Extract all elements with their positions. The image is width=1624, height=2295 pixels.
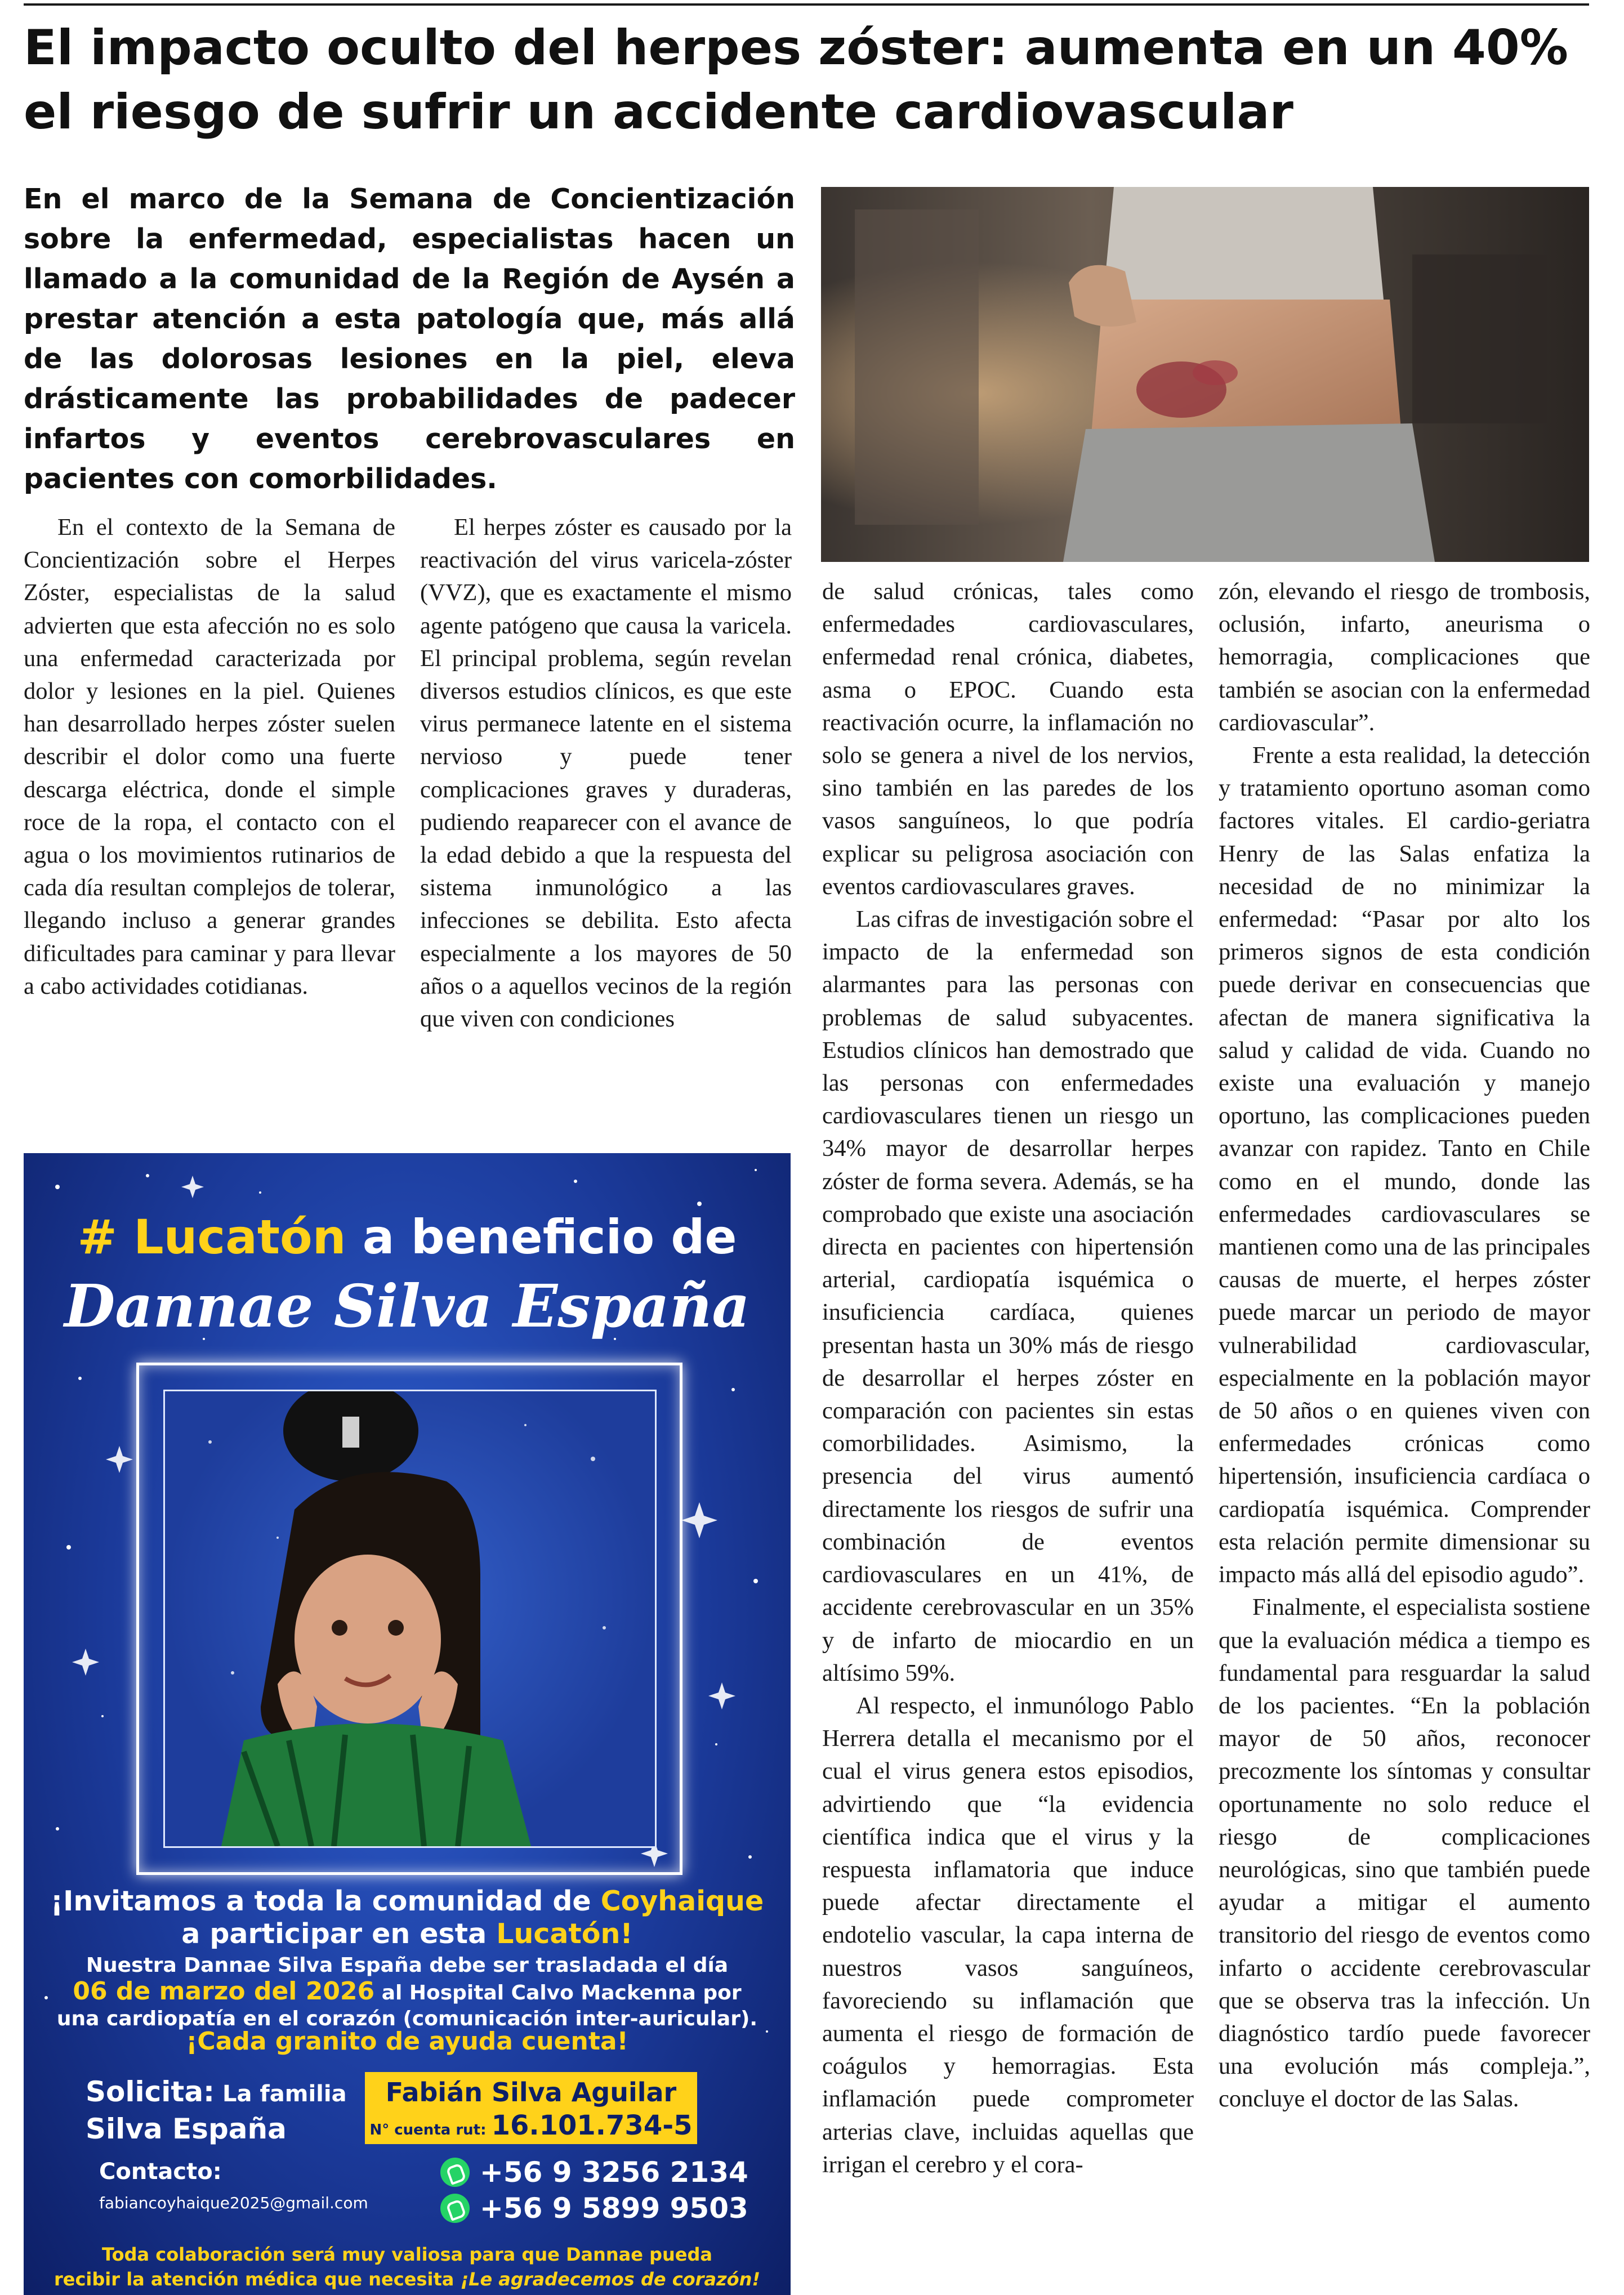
account-label: N° cuenta rut: <box>369 2122 492 2138</box>
paragraph: En el contexto de la Semana de Concientización sobre el Herpes Zóster, especialistas de la salud advierten que esta afección no es solo una enfermedad caracterizada por dolor y lesiones en la piel. Quienes han desarrollado herpes zóster suelen describir el dolor como una fuerte descarga eléctrica, donde el simple roce de la ropa, el contacto con el agua o los movimientos rutinarios de cada día resultan complejos de tolerar, llegando incluso a generar grandes dificultades para caminar y para llevar a cabo actividades cotidianas. <box>24 514 395 999</box>
article-column-3 <box>822 575 1194 2181</box>
paragraph: Al respecto, el inmunólogo Pablo Herrera detalla el mecanismo por el cual el virus genera estos episodios, advirtiendo que “la evidencia científica indica que el virus y la respuesta inflamatoria que induce puede afectar directamente el endotelio vascular, la capa interna de nuestros vasos sanguíneos, favoreciendo su inflamación que aumenta el riesgo de formación de coágulos y hemorragias. Esta inflamación puede comprometer arterias clave, incluidas aquellas que irrigan el cerebro y el cora- <box>822 1692 1194 2178</box>
requester-family: La familia <box>215 2081 347 2107</box>
article-column-1 <box>24 511 395 1003</box>
poster-footer <box>24 2242 791 2292</box>
requester <box>86 2074 347 2146</box>
paragraph: El herpes zóster es causado por la reactivación del virus varicela-zóster (VVZ), que es exactamente el mismo agente patógeno que causa la varicela. El principal problema, según revelan diversos estudios clínicos, es que este virus permanece latente en el sistema nervioso y puede tener complicaciones graves y duraderas, pudiendo reaparecer con el avance de la edad debido a que la respuesta del sistema inmunológico a las infecciones se debilita. Esto afecta especialmente a los mayores de 50 años o a aquellos vecinos de la región que viven con condiciones <box>420 514 792 1033</box>
paragraph: Finalmente, el especialista sostiene que la evaluación médica a tiempo es fundamental para resguardar la salud de los pacientes. “En la población mayor de 50 años, reconocer precozmente los síntomas y consultar oportunamente no solo reduce el riesgo de complicaciones neurológicas, sino que también puede ayudar a mitigar el aumento transitorio del riesgo de eventos como infarto o accidente cerebrovascular que se observa tras la infección. Un diagnóstico tardío puede favorecer una evolución más compleja.”, concluye el doctor de las Salas. <box>1219 1594 1590 2113</box>
poster-beneficiary-name: Dannae Silva España <box>64 1271 750 1341</box>
contact-phones <box>440 2154 748 2226</box>
article-lead: En el marco de la Semana de Concientización sobre la enfermedad, especialistas hacen un llamado a la comunidad de la Región de Aysén a prestar atención a esta patología que, más allá de las dolorosas lesiones en la piel, eleva drásticamente las probabilidades de padecer infartos y eventos cerebrovasculares en pacientes con comorbilidades. <box>24 183 795 495</box>
footer-text: recibir la atención médica que necesita <box>53 2269 461 2290</box>
poster-details <box>24 1953 791 2032</box>
account-rut: 16.101.734-5 <box>491 2110 693 2141</box>
requester-label: Solicita: <box>86 2075 215 2108</box>
top-rule <box>24 3 1589 6</box>
detail-text: Nuestra Dannae Silva España debe ser trasladada el día <box>86 1954 729 1977</box>
phone-number: +56 9 5899 9503 <box>480 2192 748 2225</box>
footer-thanks: ¡Le agradecemos de corazón! <box>460 2269 761 2290</box>
invite-text: a participar en esta <box>181 1918 497 1950</box>
phone-row <box>440 2154 748 2190</box>
detail-text: al Hospital Calvo Mackenna por <box>374 1981 742 2004</box>
account-number <box>365 2110 697 2145</box>
child-photo <box>163 1390 657 1848</box>
article-headline: El impacto oculto del herpes zóster: aumenta en un 40% el riesgo de sufrir un accidente cardiovascular <box>24 20 1568 140</box>
invite-place: Coyhaique <box>600 1885 764 1917</box>
whatsapp-icon <box>440 2158 470 2187</box>
paragraph: de salud crónicas, tales como enfermedades cardiovasculares, enfermedad renal crónica, diabetes, asma o EPOC. Cuando esta reactivación ocurre, la inflamación no solo se genera a nivel de los nervios, sino también en las paredes de los vasos sanguíneos, lo que podría explicar su peligrosa asociación con eventos cardiovasculares graves. <box>822 578 1194 900</box>
poster-title-hashtag: # Lucatón <box>77 1209 346 1265</box>
transfer-date: 06 de marzo del 2026 <box>73 1977 375 2006</box>
bank-account-box <box>365 2072 697 2144</box>
phone-number: +56 9 3256 2134 <box>480 2156 748 2189</box>
invite-text: ¡Invitamos a toda la comunidad de <box>50 1885 601 1917</box>
paragraph: Las cifras de investigación sobre el impacto de la enfermedad son alarmantes para las personas con problemas de salud subyacentes. Estudios clínicos han demostrado que las personas con enfermedades cardiovasculares tienen un riesgo un 34% mayor de desarrollar herpes zóster de forma severa. Además, se ha comprobado que existe una asociación directa en pacientes con hipertensión arterial, cardiopatía isquémica o insuficiencia cardíaca, quienes presentan hasta un 30% más de riesgo de desarrollar el herpes zóster en comparación con pacientes sin estas comorbilidades. Asimismo, la presencia del virus aumentó directamente los riesgos de sufrir una combinación de eventos cardiovasculares en un 41%, de accidente cerebrovascular en un 35% y de infarto de miocardio en un altísimo 59%. <box>822 906 1194 1686</box>
poster-slogan: ¡Cada granito de ayuda cuenta! <box>186 2027 628 2056</box>
article-column-2 <box>420 511 792 1035</box>
fundraiser-poster <box>24 1153 791 2295</box>
article-column-4 <box>1219 575 1590 2116</box>
contact-email: fabiancoyhaique2025@gmail.com <box>99 2194 368 2212</box>
account-holder: Fabián Silva Aguilar <box>385 2077 677 2108</box>
poster-title-rest: a beneficio de <box>346 1209 737 1265</box>
poster-invitation <box>24 1885 791 1950</box>
detail-text: una cardiopatía en el corazón (comunicación inter-auricular). <box>56 2007 758 2030</box>
requester-family-name: Silva España <box>86 2113 287 2145</box>
poster-title <box>24 1209 791 1265</box>
paragraph: Frente a esta realidad, la detección y tratamiento oportuno asoman como factores vitales. El cardio-geriatra Henry de las Salas enfatiza la necesidad de no minimizar la enfermedad: “Pasar por alto los primeros signos de esta condición puede derivar en consecuencias que afectan de manera significativa la salud y calidad de vida. Cuando no existe una evaluación y manejo oportuno, las complicaciones pueden avanzar con rapidez. Tanto en Chile como en el mundo, donde las enfermedades cardiovasculares se mantienen como una de las principales causas de muerte, el herpes zóster puede marcar un periodo de mayor vulnerabilidad cardiovascular, especialmente en la población mayor de 50 años o en quienes viven con enfermedades crónicas como hipertensión, insuficiencia cardíaca o cardiopatía isquémica. Comprender esta relación permite dimensionar su impacto más allá del episodio agudo”. <box>1219 742 1590 1588</box>
article-photo <box>821 187 1589 562</box>
contact-label: Contacto: <box>99 2159 222 2185</box>
whatsapp-icon <box>440 2194 470 2223</box>
invite-event: Lucatón! <box>496 1918 633 1950</box>
footer-text: Toda colaboración será muy valiosa para que Dannae pueda <box>102 2244 712 2265</box>
paragraph: zón, elevando el riesgo de trombosis, oclusión, infarto, aneurisma o hemorragia, complicaciones que también se asocian con la enfermedad cardiovascular”. <box>1219 578 1590 736</box>
phone-row <box>440 2190 748 2226</box>
